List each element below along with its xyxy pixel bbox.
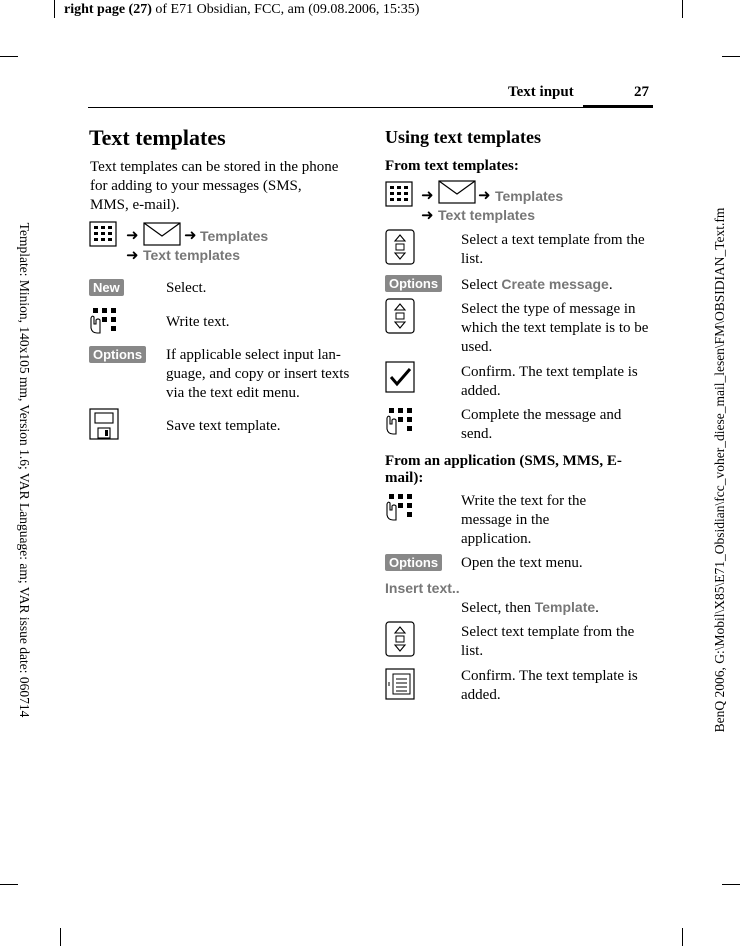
envelope-icon xyxy=(438,180,476,204)
step-new-text: Select. xyxy=(166,280,207,296)
complete-send-text: Complete the message and send. xyxy=(461,407,622,442)
crop-mark xyxy=(722,884,740,885)
arrow-icon: ➜ xyxy=(421,188,434,204)
keypad-icon xyxy=(89,306,123,334)
right-title: Using text templates xyxy=(385,127,541,147)
period: . xyxy=(595,600,599,616)
open-text-menu: Open the text menu. xyxy=(461,555,583,571)
step-write-text: Write text. xyxy=(166,314,230,330)
header-divider-thick xyxy=(583,105,653,108)
checkmark-icon xyxy=(385,361,415,393)
select-template-step xyxy=(461,598,599,618)
options-softkey: Options xyxy=(89,346,146,363)
left-title: Text templates xyxy=(89,125,226,150)
period: . xyxy=(608,277,613,293)
crop-mark xyxy=(722,56,740,57)
envelope-icon xyxy=(143,222,181,246)
options-softkey: Options xyxy=(385,275,442,292)
select-then-prefix: Select, then xyxy=(461,600,535,616)
arrow-icon: ➜ xyxy=(126,248,139,264)
select-create-message-text xyxy=(461,275,613,295)
select-prefix: Select xyxy=(461,277,502,293)
arrow-icon: ➜ xyxy=(184,228,197,244)
page-number: 27 xyxy=(634,84,649,100)
arrow-icon: ➜ xyxy=(421,208,434,224)
select-message-type-text: Select the type of message in which the text template is to be used. xyxy=(461,301,649,355)
print-info-rest: of E71 Obsidian, FCC, am (09.08.2006, 15:35) xyxy=(151,2,420,17)
left-intro: Text templates can be stored in the phone for adding to your messages (SMS, MMS, e-mail). xyxy=(90,159,339,213)
select-template-text: Select a text template from the list. xyxy=(461,232,645,267)
crop-mark xyxy=(0,56,18,57)
navigation-key-icon xyxy=(385,229,415,265)
step-save-text: Save text template. xyxy=(166,418,281,434)
navigation-key-icon xyxy=(385,298,415,334)
create-message-label: Create message xyxy=(501,276,609,292)
confirm-text-added: Confirm. The text template is added. xyxy=(461,668,638,703)
crop-mark xyxy=(682,0,683,18)
list-confirm-icon xyxy=(385,668,415,700)
arrow-icon: ➜ xyxy=(126,228,139,244)
arrow-icon: ➜ xyxy=(478,188,491,204)
print-info xyxy=(64,2,419,18)
header-divider xyxy=(88,107,653,108)
keypad-icon xyxy=(385,406,419,436)
print-info-prefix: right page (27) xyxy=(64,2,152,17)
options-softkey: Options xyxy=(385,554,442,571)
crop-mark xyxy=(54,0,55,18)
section-title: Text input xyxy=(508,84,574,100)
save-icon xyxy=(89,408,119,440)
template-label: Template xyxy=(534,599,596,615)
insert-text-label: Insert text.. xyxy=(385,580,460,596)
confirm-text: Confirm. The text template is added. xyxy=(461,364,638,399)
path-text-templates: Text templates xyxy=(438,207,535,223)
keypad-icon xyxy=(385,492,419,522)
menu-grid-icon xyxy=(385,181,413,207)
select-text-template-list: Select text template from the list. xyxy=(461,624,635,659)
menu-grid-icon xyxy=(89,221,117,247)
file-path-info: BenQ 2006, G:\Mobil\X85\E71_Obsidian\fcc_voher_diese_mail_lesen\FM\OBSIDIAN_Text.fm xyxy=(712,207,727,733)
path-templates: Templates xyxy=(200,228,269,244)
write-text-app: Write the text for the message in the application. xyxy=(461,493,587,547)
crop-mark xyxy=(0,884,18,885)
from-templates-heading: From text templates: xyxy=(385,158,519,174)
navigation-key-icon xyxy=(385,621,415,657)
from-application-heading: From an application (SMS, MMS, E-mail): xyxy=(385,453,622,486)
crop-mark xyxy=(682,928,683,946)
step-options-text: If applicable select input lan-guage, and copy or insert texts via the text edit menu. xyxy=(166,347,350,401)
path-templates: Templates xyxy=(495,188,564,204)
crop-mark xyxy=(60,928,61,946)
template-info: Template: Minion, 140x105 mm, Version 1.6; VAR Language: am; VAR issue date: 060714 xyxy=(17,222,32,718)
path-text-templates: Text templates xyxy=(143,247,240,263)
new-softkey: New xyxy=(89,279,124,296)
